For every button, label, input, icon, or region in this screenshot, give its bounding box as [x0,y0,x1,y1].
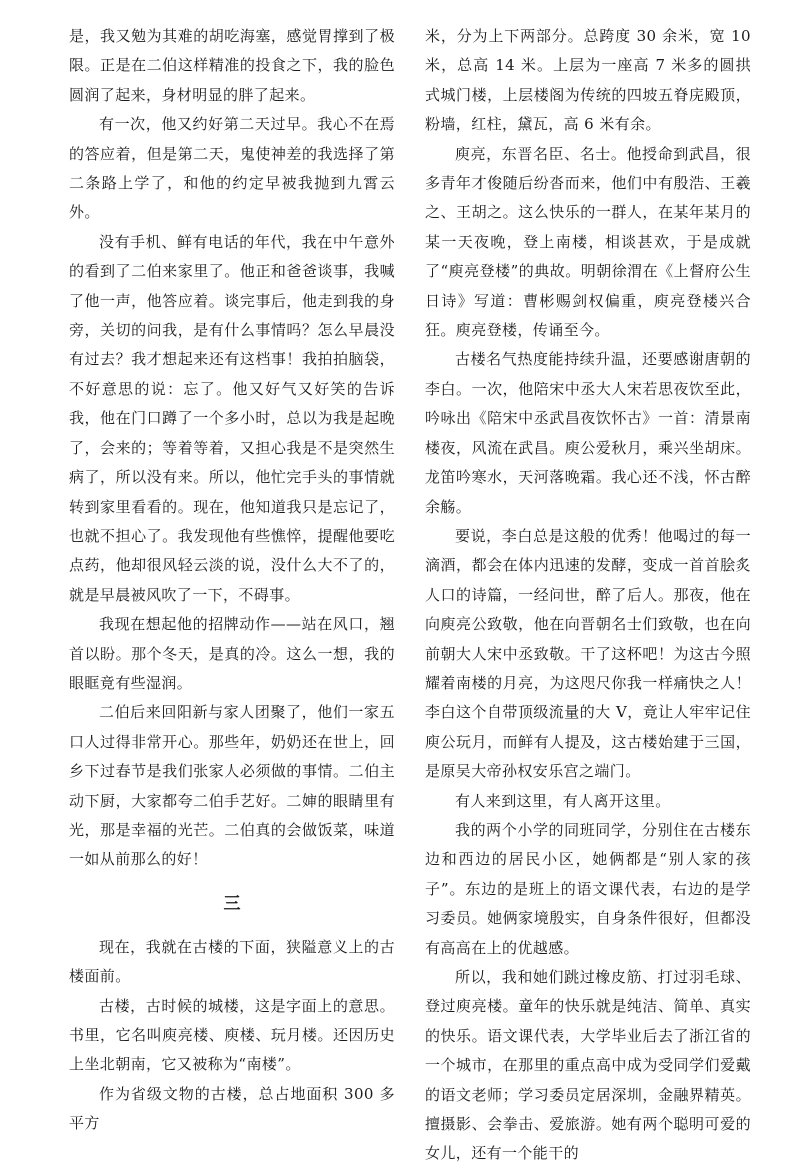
paragraph: 没有手机、鲜有电话的年代，我在中午意外的看到了二伯来家里了。他正和爸爸谈事，我喊了他一声，他答应着。谈完事后，他走到我的身旁，关切的问我，是有什么事情吗？怎么早晨没有过去？我才想起来还有这档事！我拍拍脑袋，不好意思的说：忘了。他又好气又好笑的告诉我，他在门口蹲了一个多小时，总以为我是起晚了，会来的；等着等着，又担心我是不是突然生病了，所以没有来。所以，他忙完手头的事情就转到家里看看的。现在，他知道我只是忘记了，也就不担心了。我发现他有些憔悴，提醒他要吃点药，他却很风轻云淡的说，没什么大不了的，就是早晨被风吹了一下，不碍事。 [69,232,395,604]
section-heading: 三 [223,893,241,914]
paragraph: 古楼名气热度能持续升温，还要感谢唐朝的李白。一次，他陪宋中丞大人宋若思夜饮至此，吟咏出《陪宋中丞武昌夜饮怀古》一首：清景南楼夜，风流在武昌。庾公爱秋月，乘兴坐胡床。龙笛吟寒水，天河落晚霜。我心还不浅，怀古醉余觞。 [425,350,751,516]
paragraph: 有一次，他又约好第二天过早。我心不在焉的答应着，但是第二天，鬼使神差的我选择了第二条路上学了，和他的约定早被我抛到九霄云外。 [69,115,395,222]
paragraph: 有人来到这里，有人离开这里。 [455,791,671,810]
paragraph: 古楼，古时候的城楼，这是字面上的意思。书里，它名叫庾亮楼、庾楼、玩月楼。还因历史上坐北朝南，它又被称为“南楼”。 [69,996,395,1074]
paragraph: 二伯后来回阳新与家人团聚了，他们一家五口人过得非常开心。那些年，奶奶还在世上，回乡下过春节是我们张家人必须做的事情。二伯主动下厨，大家都夸二伯手艺好。二婶的眼睛里有光，那是幸福的光芒。二伯真的会做饭菜，味道一如从前那么的好！ [69,703,395,869]
left-column [69,22,395,1133]
paragraph: 要说，李白总是这般的优秀！他喝过的每一滴酒，都会在体内迅速的发酵，变成一首首脍炙人口的诗篇，一经问世，醉了后人。那夜，他在向庾亮公致敬，他在向晋朝名士们致敬，也在向前朝大人宋中丞致敬。干了这杯吧！为这古今照耀着南楼的月亮，为这咫尺你我一样痛快之人！李白这个自带顶级流量的大 V，竟让人牢牢记住庾公玩月，而鲜有人提及，这古楼始建于三国，是原吴大帝孙权安乐宫之端门。 [425,526,751,781]
right-column [425,22,751,1163]
paragraph-continued: 米，分为上下两部分。总跨度 30 余米，宽 10 米，总高 14 米。上层为一座高 7 米多的圆拱式城门楼，上层楼阁为传统的四坡五脊庑殿顶，粉墙，红柱，黛瓦，高 6 米有余。 [425,27,751,134]
paragraph: 所以，我和她们跳过橡皮筋、打过羽毛球、登过庾亮楼。童年的快乐就是纯洁、简单、真实的快乐。语文课代表，大学毕业后去了浙江省的一个城市，在那里的重点高中成为受同学们爱戴的语文老师；学习委员定居深圳，金融界精英。擅摄影、会拳击、爱旅游。她有两个聪明可爱的女儿，还有一个能干的 [425,968,751,1163]
paragraph: 我的两个小学的同班同学，分别住在古楼东边和西边的居民小区，她俩都是“别人家的孩子”。东边的是班上的语文课代表，右边的是学习委员。她俩家境殷实，自身条件很好，但都没有高高在上的优越感。 [425,820,751,957]
paragraph: 作为省级文物的古楼，总占地面积 300 多平方 [69,1084,395,1133]
paragraph-continued: 是，我又勉为其难的胡吃海塞，感觉胃撑到了极限。正是在二伯这样精准的投食之下，我的脸色圆润了起来，身材明显的胖了起来。 [69,27,395,104]
paragraph: 我现在想起他的招牌动作——站在风口，翘首以盼。那个冬天，是真的冷。这么一想，我的眼眶竟有些湿润。 [69,615,395,692]
paragraph: 庾亮，东晋名臣、名士。他授命到武昌，很多青年才俊随后纷沓而来，他们中有殷浩、王羲之、王胡之。这么快乐的一群人，在某年某月的某一天夜晚，登上南楼，相谈甚欢，于是成就了“庾亮登楼”的典故。明朝徐渭在《上督府公生日诗》写道：曹彬赐剑权偏重，庾亮登楼兴合狂。庾亮登楼，传诵至今。 [425,144,751,340]
paragraph: 现在，我就在古楼的下面，狭隘意义上的古楼面前。 [69,937,395,986]
